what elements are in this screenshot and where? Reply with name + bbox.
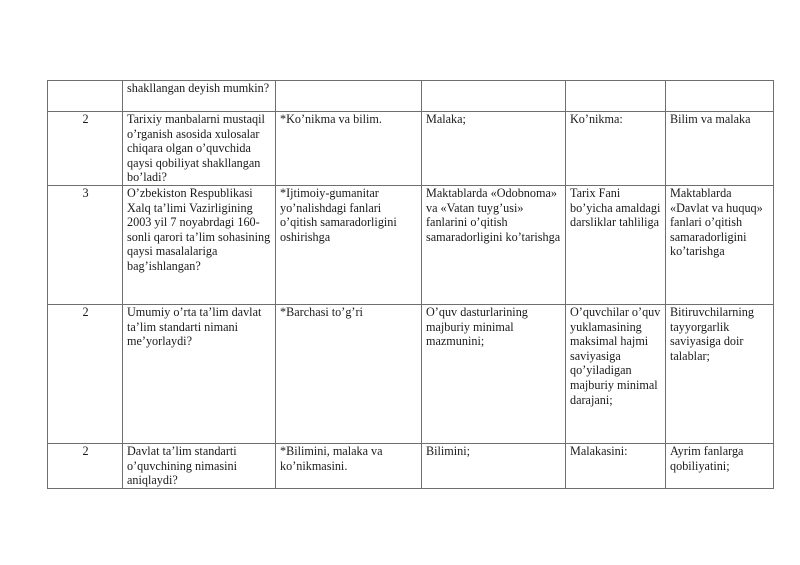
question-text: Tarixiy manbalarni mustaqil o’rganish asosida xulosalar chiqara olgan o’quvchida qaysi qobiliyat shakllangan bo’ladi? [123, 112, 276, 186]
question-text: Umumiy o’rta ta’lim davlat ta’lim standarti nimani me’yorlaydi? [123, 304, 276, 443]
answer-option-c: Malakasini: [566, 443, 666, 488]
table-row [48, 112, 774, 186]
question-number: 2 [48, 443, 123, 488]
correct-answer: *Barchasi to’g’ri [276, 304, 422, 443]
question-text: shakllangan deyish mumkin? [123, 81, 276, 112]
table-row [48, 304, 774, 443]
answer-option-c: Ko’nikma: [566, 112, 666, 186]
table-row [48, 81, 774, 112]
table-row [48, 185, 774, 304]
table-row [48, 443, 774, 488]
question-number: 2 [48, 112, 123, 186]
answer-option-c: Tarix Fani bo’yicha amaldagi darsliklar tahliliga [566, 185, 666, 304]
answer-option-b [422, 81, 566, 112]
correct-answer: *Ijtimoiy-gumanitar yo’nalishdagi fanlari o’qitish samaradorligini oshirishga [276, 185, 422, 304]
answer-option-b: Bilimini; [422, 443, 566, 488]
question-text: Davlat ta’lim standarti o’quvchining nimasini aniqlaydi? [123, 443, 276, 488]
test-questions-table [47, 80, 774, 489]
answer-option-b: Maktablarda «Odobnoma» va «Vatan tuyg’usi» fanlarini o’qitish samaradorligini ko’tarishga [422, 185, 566, 304]
question-number: 2 [48, 304, 123, 443]
question-number: 3 [48, 185, 123, 304]
answer-option-c: O’quvchilar o’quv yuklamasining maksimal hajmi saviyasiga qo’yiladigan majburiy minimal darajani; [566, 304, 666, 443]
correct-answer: *Ko’nikma va bilim. [276, 112, 422, 186]
question-text: O’zbekiston Respublikasi Xalq ta’limi Vazirligining 2003 yil 7 noyabrdagi 160-sonli qarori ta’lim sohasining qaysi masalalariga bag’ishlangan? [123, 185, 276, 304]
answer-option-d: Maktablarda «Davlat va huquq» fanlari o’qitish samaradorligini ko’tarishga [666, 185, 774, 304]
answer-option-b: Malaka; [422, 112, 566, 186]
correct-answer [276, 81, 422, 112]
answer-option-d: Bilim va malaka [666, 112, 774, 186]
answer-option-d: Ayrim fanlarga qobiliyatini; [666, 443, 774, 488]
answer-option-c [566, 81, 666, 112]
answer-option-b: O’quv dasturlarining majburiy minimal mazmunini; [422, 304, 566, 443]
answer-option-d: Bitiruvchilarning tayyorgarlik saviyasiga doir talablar; [666, 304, 774, 443]
question-number [48, 81, 123, 112]
answer-option-d [666, 81, 774, 112]
correct-answer: *Bilimini, malaka va ko’nikmasini. [276, 443, 422, 488]
